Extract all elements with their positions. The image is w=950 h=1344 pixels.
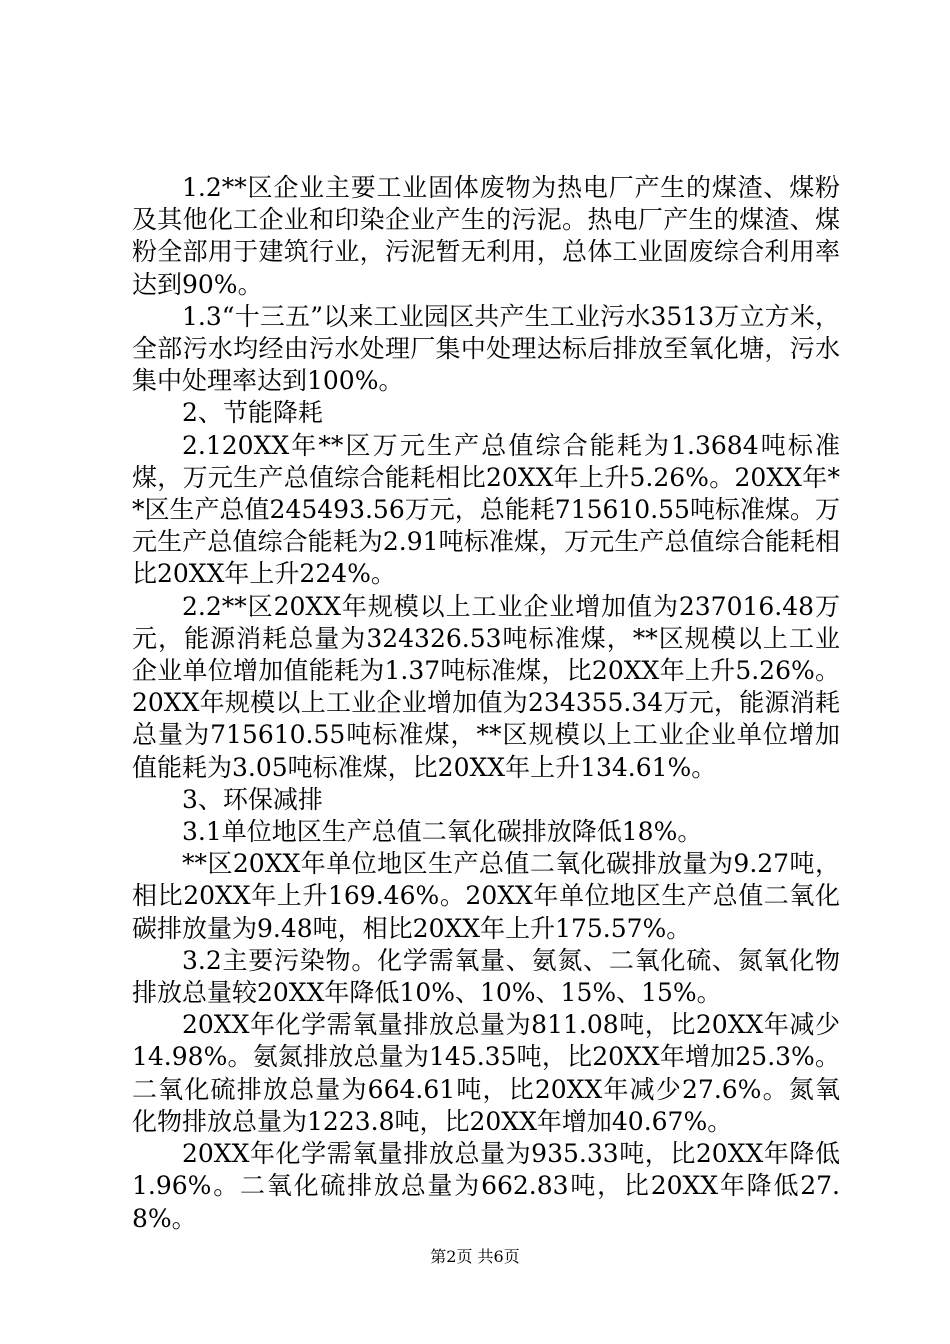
paragraph-pollutants-year-a: 20XX年化学需氧量排放总量为811.08吨，比20XX年减少14.98%。氨氮排放总量为145.35吨，比20XX年增加25.3%。二氧化硫排放总量为664.61吨，比20XX年减少27.6%。氮氧化物排放总量为1223.8吨，比20XX年增加40.67%。 <box>132 1010 840 1136</box>
paragraph-pollutants-year-b: 20XX年化学需氧量排放总量为935.33吨，比20XX年降低1.96%。二氧化硫排放总量为662.83吨，比20XX年降低27.8%。 <box>132 1139 840 1233</box>
paragraph-co2-target: 3.1单位地区生产总值二氧化碳排放降低18%。 <box>182 817 703 847</box>
paragraph-wastewater: 1.3“十三五”以来工业园区共产生工业污水3513万立方米，全部污水均经由污水处理厂集中处理达标后排放至氧化塘，污水集中处理率达到100%。 <box>132 301 840 396</box>
section-heading-energy-saving: 2、节能降耗 <box>182 398 323 428</box>
paragraph-co2-emissions: **区20XX年单位地区生产总值二氧化碳排放量为9.27吨，相比20XX年上升169.46%。20XX年单位地区生产总值二氧化碳排放量为9.48吨，相比20XX年上升175.57%。 <box>132 849 840 943</box>
paragraph-energy-consumption: 2.120XX年**区万元生产总值综合能耗为1.3684吨标准煤，万元生产总值综合能耗相比20XX年上升5.26%。20XX年**区生产总值245493.56万元，总能耗715610.55吨标准煤。万元生产总值综合能耗为2.91吨标准煤，万元生产总值综合能耗相比20XX年上升224%。 <box>132 430 840 589</box>
section-heading-emission-reduction: 3、环保减排 <box>182 784 323 814</box>
page-number-footer: 第2页 共6页 <box>430 1247 520 1266</box>
paragraph-pollutants-target: 3.2主要污染物。化学需氧量、氨氮、二氧化硫、氮氧化物排放总量较20XX年降低10%、10%、15%、15%。 <box>132 945 840 1008</box>
document-body <box>132 172 840 1235</box>
paragraph-solid-waste: 1.2**区企业主要工业固体废物为热电厂产生的煤渣、煤粉及其他化工企业和印染企业产生的污泥。热电厂产生的煤渣、煤粉全部用于建筑行业，污泥暂无利用，总体工业固废综合利用率达到90%。 <box>132 173 840 299</box>
paragraph-industrial-energy: 2.2**区20XX年规模以上工业企业增加值为237016.48万元，能源消耗总量为324326.53吨标准煤，**区规模以上工业企业单位增加值能耗为1.37吨标准煤，比20XX年上升5.26%。20XX年规模以上工业企业增加值为234355.34万元，能源消耗总量为715610.55吨标准煤，**区规模以上工业企业单位增加值能耗为3.05吨标准煤，比20XX年上升134.61%。 <box>132 591 840 782</box>
